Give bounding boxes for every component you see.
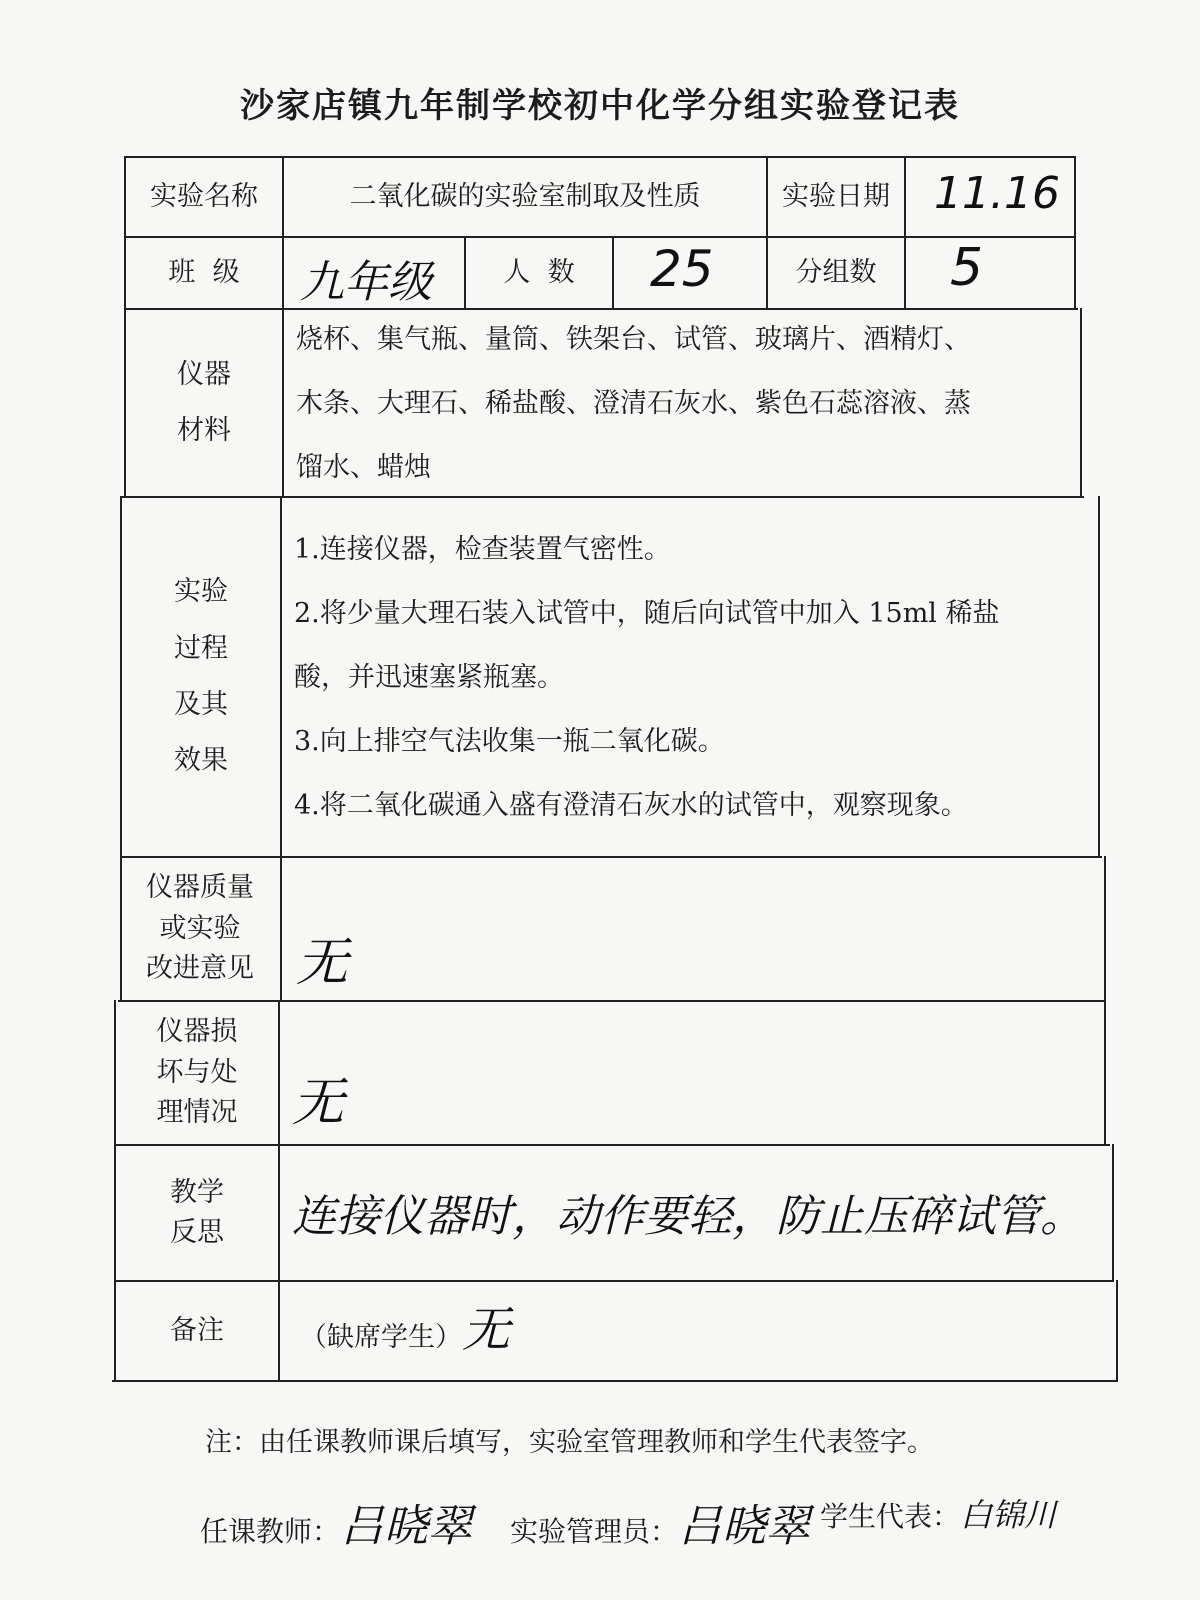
experiment-name-label: 实验名称: [150, 180, 258, 212]
reflection-value: 连接仪器时，动作要轻，防止压碎试管。: [292, 1191, 1084, 1242]
experiment-date-label: 实验日期: [782, 180, 890, 212]
quality-label: [120, 858, 280, 1000]
materials-line: 木条、大理石、稀盐酸、澄清石灰水、紫色石蕊溶液、蒸: [296, 388, 971, 419]
damage-label-line: 坏与处: [156, 1056, 238, 1088]
quality-label-line: 改进意见: [146, 953, 254, 985]
process-label: [122, 498, 280, 856]
process-step: 1.连接仪器，检查装置气密性。: [294, 534, 671, 565]
teacher-label: 任课教师：: [200, 1515, 341, 1548]
reflection-label-line: 教学: [170, 1176, 224, 1208]
table-border: [112, 1380, 1118, 1382]
remarks-prefix: （缺席学生）: [300, 1322, 462, 1353]
admin-label: 实验管理员：: [510, 1515, 679, 1548]
admin-signature: 吕晓翠: [678, 1501, 811, 1552]
materials-line: 馏水、蜡烛: [296, 452, 431, 483]
experiment-date-value: 11.16: [934, 168, 1060, 219]
process-steps: [294, 518, 1000, 838]
process-step: 4.将二氧化碳通入盛有澄清石灰水的试管中，观察现象。: [294, 790, 968, 821]
damage-value: 无: [292, 1073, 345, 1133]
student-count-label: 人 数: [503, 256, 575, 288]
student-signature-field: [820, 1490, 1056, 1536]
remarks-content: [300, 1298, 510, 1370]
experiment-name-value: 二氧化碳的实验室制取及性质: [349, 180, 701, 212]
materials-label-line: 仪器: [177, 358, 231, 390]
table-divider: [904, 156, 906, 308]
table-divider: [278, 1000, 280, 1382]
admin-signature-field: [510, 1490, 810, 1554]
teacher-signature-field: [200, 1490, 472, 1554]
process-step: 酸，并迅速塞紧瓶塞。: [294, 662, 564, 693]
table-divider: [612, 236, 614, 308]
damage-label: [116, 1002, 278, 1144]
student-label: 学生代表：: [820, 1500, 961, 1533]
process-label-line: 效果: [174, 745, 228, 777]
materials-label: [126, 310, 282, 496]
page-title: 沙家店镇九年制学校初中化学分组实验登记表: [240, 86, 960, 126]
remarks-value: 无: [462, 1302, 511, 1358]
table-border: [1104, 856, 1106, 1144]
quality-value: 无: [296, 933, 349, 993]
student-count-value: 25: [650, 240, 714, 298]
damage-label-line: 仪器损: [156, 1016, 238, 1048]
materials-list: [296, 308, 971, 500]
class-value: 九年级: [300, 257, 432, 308]
process-label-line: 及其: [174, 689, 228, 720]
table-border: [1098, 496, 1100, 856]
group-count-value: 5: [950, 238, 984, 298]
teacher-signature: 吕晓翠: [340, 1501, 473, 1552]
student-signature: 白锦川: [960, 1496, 1057, 1534]
group-count-label: 分组数: [795, 256, 877, 288]
remarks-label: 备注: [170, 1314, 224, 1346]
class-label: 班 级: [168, 256, 240, 288]
materials-line: 烧杯、集气瓶、量筒、铁架台、试管、玻璃片、酒精灯、: [296, 324, 971, 355]
quality-label-line: 仪器质量: [146, 872, 254, 904]
table-divider: [280, 496, 282, 1000]
table-border: [1116, 1280, 1118, 1382]
process-label-line: 过程: [174, 632, 228, 664]
process-step: 3.向上排空气法收集一瓶二氧化碳。: [294, 726, 725, 757]
process-step: 2.将少量大理石装入试管中，随后向试管中加入 15ml 稀盐: [294, 598, 1000, 629]
table-border: [1074, 156, 1076, 308]
reflection-label-line: 反思: [170, 1217, 224, 1248]
footer-note: 注：由任课教师课后填写，实验室管理教师和学生代表签字。: [205, 1427, 934, 1458]
quality-label-line: 或实验: [159, 912, 241, 944]
damage-label-line: 理情况: [156, 1097, 238, 1129]
materials-label-line: 材料: [177, 415, 231, 446]
table-border: [1112, 1144, 1114, 1280]
table-border: [1080, 308, 1082, 496]
reflection-label: [116, 1146, 278, 1280]
process-label-line: 实验: [174, 576, 228, 608]
